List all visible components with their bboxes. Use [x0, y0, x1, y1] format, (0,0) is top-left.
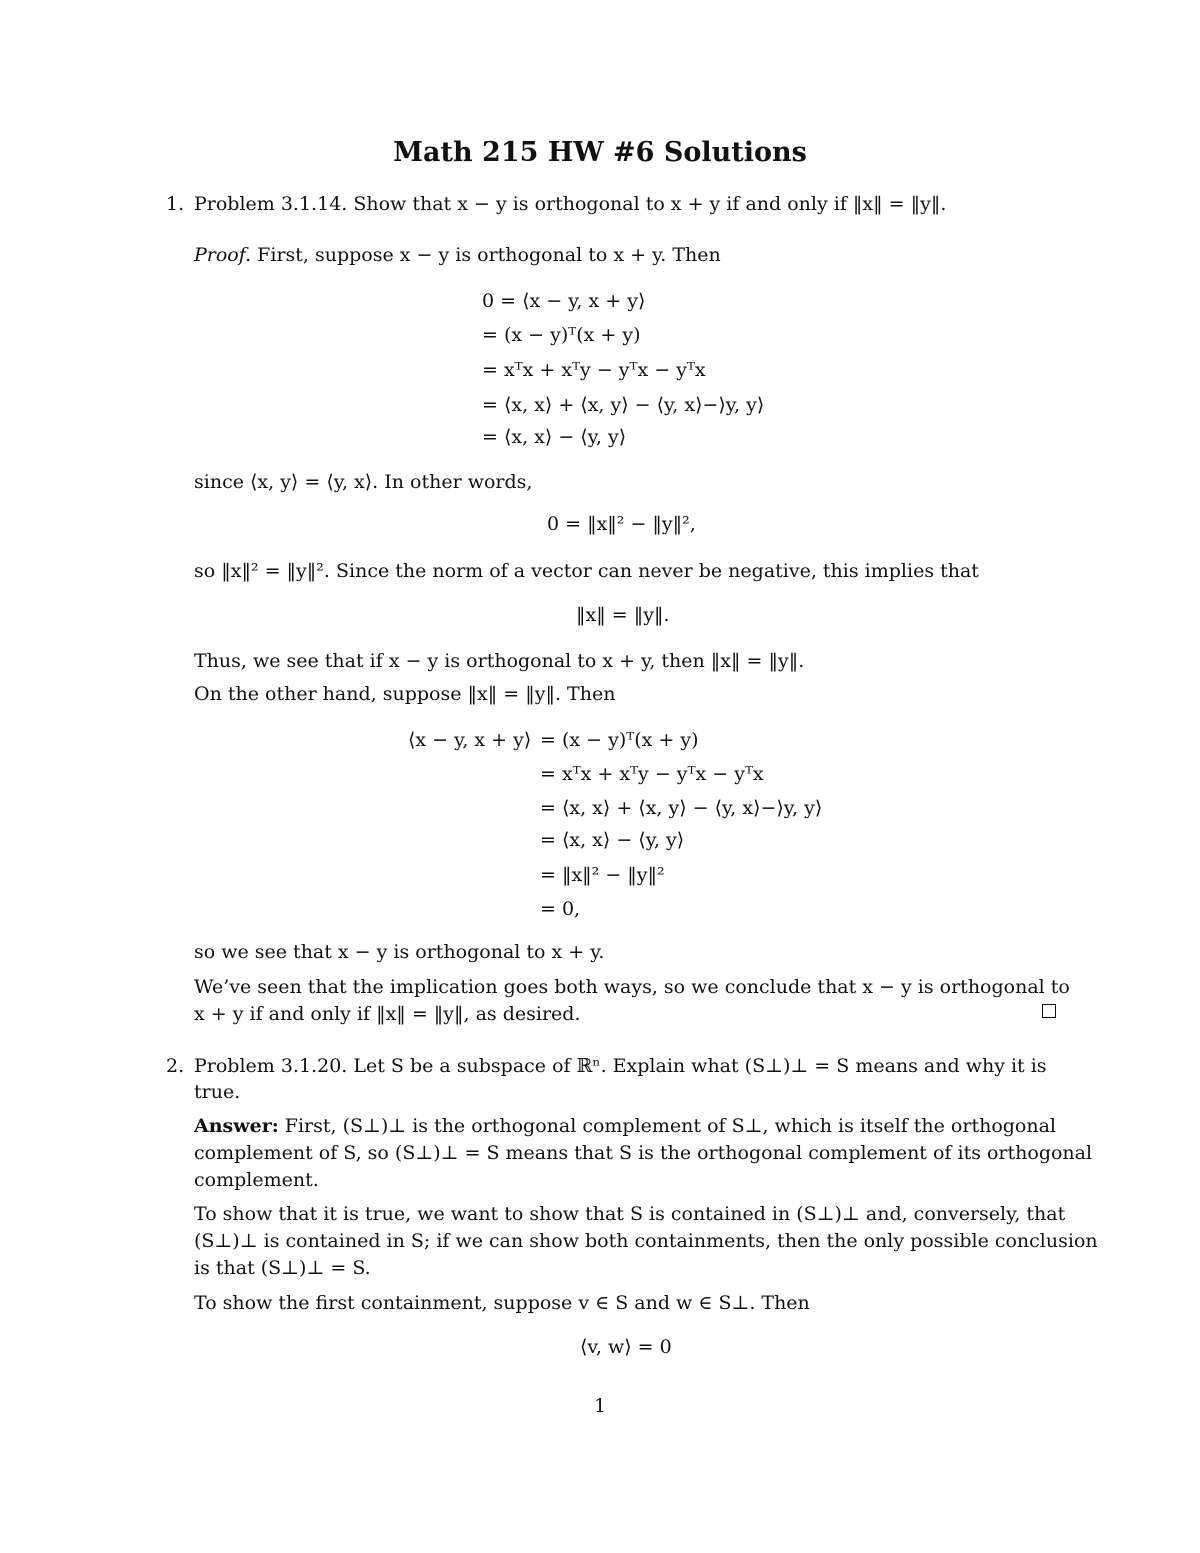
eq1-line-5: = ⟨x, x⟩ − ⟨y, y⟩	[482, 426, 627, 448]
eq-final: ⟨v, w⟩ = 0	[580, 1336, 672, 1358]
proof-label: Proof.	[194, 244, 252, 266]
problem-1-number: 1.	[166, 193, 185, 215]
page-title: Math 215 HW #6 Solutions	[393, 137, 807, 168]
eq4-line-4: = ⟨x, x⟩ − ⟨y, y⟩	[540, 829, 685, 851]
eq4-line-2: = xᵀx + xᵀy − yᵀx − yᵀx	[540, 763, 764, 785]
other-hand-line: On the other hand, suppose ‖x‖ = ‖y‖. Then	[194, 683, 616, 705]
thus-line: Thus, we see that if x − y is orthogonal to x + y, then ‖x‖ = ‖y‖.	[194, 650, 805, 672]
since-line: since ⟨x, y⟩ = ⟨y, x⟩. In other words,	[194, 471, 533, 493]
conclusion-line-2: x + y if and only if ‖x‖ = ‖y‖, as desired.	[194, 1003, 581, 1025]
eq4-line-6: = 0,	[540, 898, 581, 920]
page-number: 1	[593, 1395, 607, 1417]
show-line-3: is that (S⊥)⊥ = S.	[194, 1257, 371, 1279]
proof-intro-line	[194, 246, 721, 265]
problem-2-statement-1: Problem 3.1.20. Let S be a subspace of ℝⁿ. Explain what (S⊥)⊥ = S means and why it is	[194, 1055, 1047, 1077]
eq2: 0 = ‖x‖² − ‖y‖²,	[547, 513, 696, 535]
problem-1-statement: Problem 3.1.14. Show that x − y is orthogonal to x + y if and only if ‖x‖ = ‖y‖.	[194, 193, 947, 215]
so-line: so ‖x‖² = ‖y‖². Since the norm of a vector can never be negative, this implies that	[194, 560, 979, 582]
eq4-lhs: ⟨x − y, x + y⟩	[408, 729, 532, 751]
so-we-see-line: so we see that x − y is orthogonal to x + y.	[194, 941, 605, 963]
answer-line-1	[194, 1117, 1056, 1136]
qed-box-icon	[1042, 1004, 1056, 1018]
show-line-1: To show that it is true, we want to show that S is contained in (S⊥)⊥ and, conversely, that	[194, 1203, 1066, 1225]
problem-2-number: 2.	[166, 1055, 185, 1077]
show-line-2: (S⊥)⊥ is contained in S; if we can show both containments, then the only possible conclusion	[194, 1230, 1098, 1252]
eq4-line-5: = ‖x‖² − ‖y‖²	[540, 864, 665, 886]
conclusion-line-1: We’ve seen that the implication goes both ways, so we conclude that x − y is orthogonal to	[194, 976, 1070, 998]
eq4-line-3: = ⟨x, x⟩ + ⟨x, y⟩ − ⟨y, x⟩−⟩y, y⟩	[540, 797, 823, 819]
answer-line-2: complement of S, so (S⊥)⊥ = S means that S is the orthogonal complement of its orthogonal	[194, 1142, 1093, 1164]
eq3: ‖x‖ = ‖y‖.	[576, 604, 670, 626]
answer-label: Answer:	[194, 1115, 279, 1137]
answer-text-1: First, (S⊥)⊥ is the orthogonal complement of S⊥, which is itself the orthogonal	[278, 1115, 1057, 1137]
proof-intro: First, suppose x − y is orthogonal to x + y. Then	[251, 244, 721, 266]
problem-2-statement-2: true.	[194, 1081, 241, 1103]
answer-line-3: complement.	[194, 1169, 319, 1191]
eq1-line-1: 0 = ⟨x − y, x + y⟩	[482, 290, 646, 312]
first-containment-line: To show the first containment, suppose v ∈ S and w ∈ S⊥. Then	[194, 1292, 810, 1314]
eq1-line-2: = (x − y)ᵀ(x + y)	[482, 324, 641, 346]
eq1-line-4: = ⟨x, x⟩ + ⟨x, y⟩ − ⟨y, x⟩−⟩y, y⟩	[482, 394, 765, 416]
eq1-line-3: = xᵀx + xᵀy − yᵀx − yᵀx	[482, 359, 706, 381]
eq4-line-1: = (x − y)ᵀ(x + y)	[540, 729, 699, 751]
